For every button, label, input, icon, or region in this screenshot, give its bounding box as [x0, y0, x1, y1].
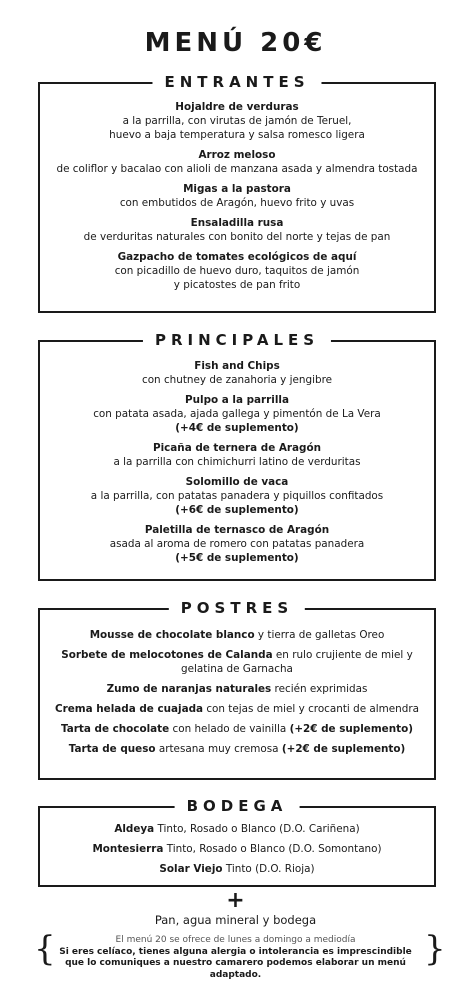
dish-description: de verduritas naturales con bonito del norte y tejas de pan: [83, 231, 391, 243]
dish-description: con picadillo de huevo duro, taquitos de jamón: [114, 265, 360, 277]
principal-item: [40, 441, 434, 469]
postre-item: [40, 702, 434, 716]
wine-description: Tinto, Rosado o Blanco (D.O. Cariñena): [154, 823, 360, 835]
footer-notes: [46, 935, 425, 981]
principal-item: [40, 475, 434, 517]
dessert-description: artesana muy cremosa: [155, 743, 282, 755]
dish-name: Solomillo de vaca: [185, 476, 289, 488]
supplement-price: (+2€ de suplemento): [289, 723, 413, 735]
dessert-description: con helado de vainilla: [169, 723, 290, 735]
wine-name: Solar Viejo: [159, 863, 223, 875]
wine-item: [40, 822, 434, 836]
dessert-name: Mousse de chocolate blanco: [89, 629, 255, 641]
dish-description: con patata asada, ajada gallega y pimentón de La Vera: [93, 408, 381, 420]
postre-item: [40, 682, 434, 696]
dessert-description-line2: gelatina de Garnacha: [181, 663, 293, 675]
principales-heading: PRINCIPALES: [143, 330, 331, 350]
dish-name: Pulpo a la parrilla: [185, 394, 289, 406]
dessert-name: Tarta de chocolate: [61, 723, 170, 735]
dish-name: Hojaldre de verduras: [175, 101, 299, 113]
dish-name: Paletilla de ternasco de Aragón: [144, 524, 330, 536]
dessert-description: y tierra de galletas Oreo: [254, 629, 385, 641]
allergy-note: Si eres celíaco, tienes alguna alergia o intolerancia es imprescindible: [59, 946, 412, 957]
entrante-item: [40, 148, 434, 176]
dish-description: y picatostes de pan frito: [173, 279, 301, 291]
postres-heading: POSTRES: [169, 598, 305, 618]
postre-item: [40, 722, 434, 736]
schedule-note: El menú 20 se ofrece de lunes a domingo a mediodía: [115, 935, 356, 945]
dish-description: a la parrilla con chimichurri latino de verduritas: [113, 456, 361, 468]
dessert-name: Crema helada de cuajada: [55, 703, 204, 715]
entrantes-section: [38, 73, 436, 313]
supplement-price: (+5€ de suplemento): [175, 552, 299, 564]
dessert-name: Zumo de naranjas naturales: [106, 683, 272, 695]
entrantes-heading: ENTRANTES: [152, 72, 321, 92]
dish-description: de coliflor y bacalao con alioli de manzana asada y almendra tostada: [56, 163, 418, 175]
dish-description: asada al aroma de romero con patatas panadera: [109, 538, 365, 550]
dish-name: Fish and Chips: [194, 360, 280, 372]
dish-name: Picaña de ternera de Aragón: [152, 442, 322, 454]
wine-item: [40, 862, 434, 876]
dish-description: a la parrilla, con virutas de jamón de Teruel,: [122, 115, 352, 127]
entrante-item: [40, 216, 434, 244]
entrante-item: [40, 182, 434, 210]
dish-name: Migas a la pastora: [183, 183, 291, 195]
supplement-price: (+6€ de suplemento): [175, 504, 299, 516]
bodega-heading: BODEGA: [175, 796, 300, 816]
postre-item: [40, 742, 434, 756]
principales-section: [38, 331, 436, 581]
wine-name: Montesierra: [92, 843, 164, 855]
dessert-description: con tejas de miel y crocanti de almendra: [203, 703, 419, 715]
dish-name: Gazpacho de tomates ecológicos de aquí: [117, 251, 357, 263]
supplement-price: (+4€ de suplemento): [175, 422, 299, 434]
principal-item: [40, 393, 434, 435]
right-brace-icon: }: [424, 929, 446, 969]
plus-icon: +: [226, 888, 245, 913]
principal-item: [40, 523, 434, 565]
dish-description: a la parrilla, con patatas panadera y piquillos confitados: [90, 490, 384, 502]
postre-item: [40, 648, 434, 676]
left-brace-icon: {: [34, 929, 56, 969]
allergy-note-cont: que lo comuniques a nuestro camarero podemos elaborar un menú adaptado.: [65, 958, 406, 980]
dessert-description: recién exprimidas: [271, 683, 368, 695]
entrante-item: [40, 100, 434, 142]
dessert-name: Tarta de queso: [68, 743, 156, 755]
wine-name: Aldeya: [114, 823, 155, 835]
wine-description: Tinto (D.O. Rioja): [222, 863, 315, 875]
dessert-description: en rulo crujiente de miel y: [272, 649, 413, 661]
wine-description: Tinto, Rosado o Blanco (D.O. Somontano): [163, 843, 382, 855]
included-text: Pan, agua mineral y bodega: [154, 913, 317, 927]
principal-item: [40, 359, 434, 387]
menu-title: MENÚ 20€: [144, 28, 327, 58]
dish-name: Ensaladilla rusa: [190, 217, 284, 229]
supplement-price: (+2€ de suplemento): [281, 743, 406, 755]
dish-name: Arroz meloso: [198, 149, 276, 161]
dish-description: con chutney de zanahoria y jengibre: [141, 374, 332, 386]
postres-section: [38, 599, 436, 780]
wine-item: [40, 842, 434, 856]
dish-description: con embutidos de Aragón, huevo frito y uvas: [119, 197, 355, 209]
entrante-item: [40, 250, 434, 292]
dessert-name: Sorbete de melocotones de Calanda: [61, 649, 273, 661]
postre-item: [40, 628, 434, 642]
dish-description: huevo a baja temperatura y salsa romesco ligera: [109, 129, 365, 141]
bodega-section: [38, 797, 436, 887]
